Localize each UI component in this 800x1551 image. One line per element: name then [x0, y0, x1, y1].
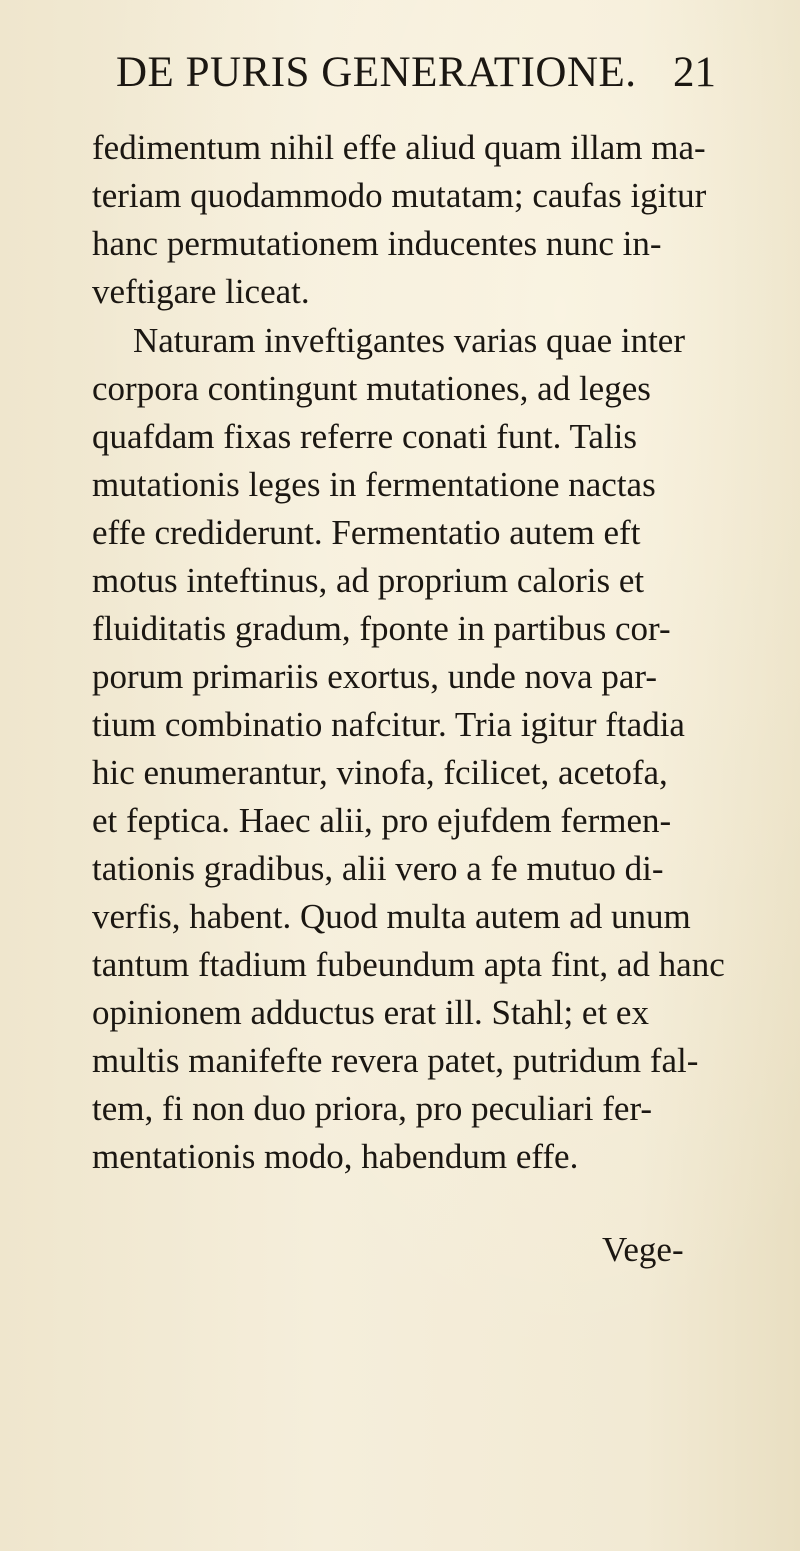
text-line: tationis gradibus, alii vero a fe mutuo di-: [92, 849, 664, 888]
text-line: hic enumerantur, vinofa, fcilicet, acetofa,: [92, 753, 668, 792]
text-line: Naturam inveftigantes varias quae inter: [133, 321, 686, 360]
text-line: verfis, habent. Quod multa autem ad unum: [92, 897, 691, 936]
text-line: corpora contingunt mutationes, ad leges: [92, 369, 651, 408]
text-line: opinionem adductus erat ill. Stahl; et ex: [92, 993, 649, 1032]
text-line: hanc permutationem inducentes nunc in-: [92, 224, 662, 263]
text-line: fedimentum nihil effe aliud quam illam ma-: [92, 128, 706, 167]
text-line: multis manifefte revera patet, putridum fal-: [92, 1041, 699, 1080]
text-line: veftigare liceat.: [92, 272, 310, 311]
text-line: mutationis leges in fermentatione nactas: [92, 465, 656, 504]
text-line: tem, fi non duo priora, pro peculiari fer-: [92, 1089, 653, 1128]
text-line: motus inteftinus, ad proprium caloris et: [92, 561, 645, 600]
text-line: tantum ftadium fubeundum apta fint, ad hanc: [92, 945, 725, 984]
text-line: fluiditatis gradum, fponte in partibus cor-: [92, 609, 671, 648]
text-line: et feptica. Haec alii, pro ejufdem fermen-: [92, 801, 672, 840]
text-line: porum primariis exortus, unde nova par-: [92, 657, 657, 696]
text-line: quafdam fixas referre conati funt. Talis: [92, 417, 638, 456]
text-line: tium combinatio nafcitur. Tria igitur ftadia: [92, 705, 685, 744]
text-line: teriam quodammodo mutatam; caufas igitur: [92, 176, 707, 215]
page-number: 21: [673, 49, 716, 96]
text-line: mentationis modo, habendum effe.: [92, 1137, 579, 1176]
text-line: effe crediderunt. Fermentatio autem eft: [92, 513, 641, 552]
catchword: Vege-: [602, 1230, 684, 1269]
running-title: DE PURIS GENERATIONE.: [116, 49, 637, 96]
